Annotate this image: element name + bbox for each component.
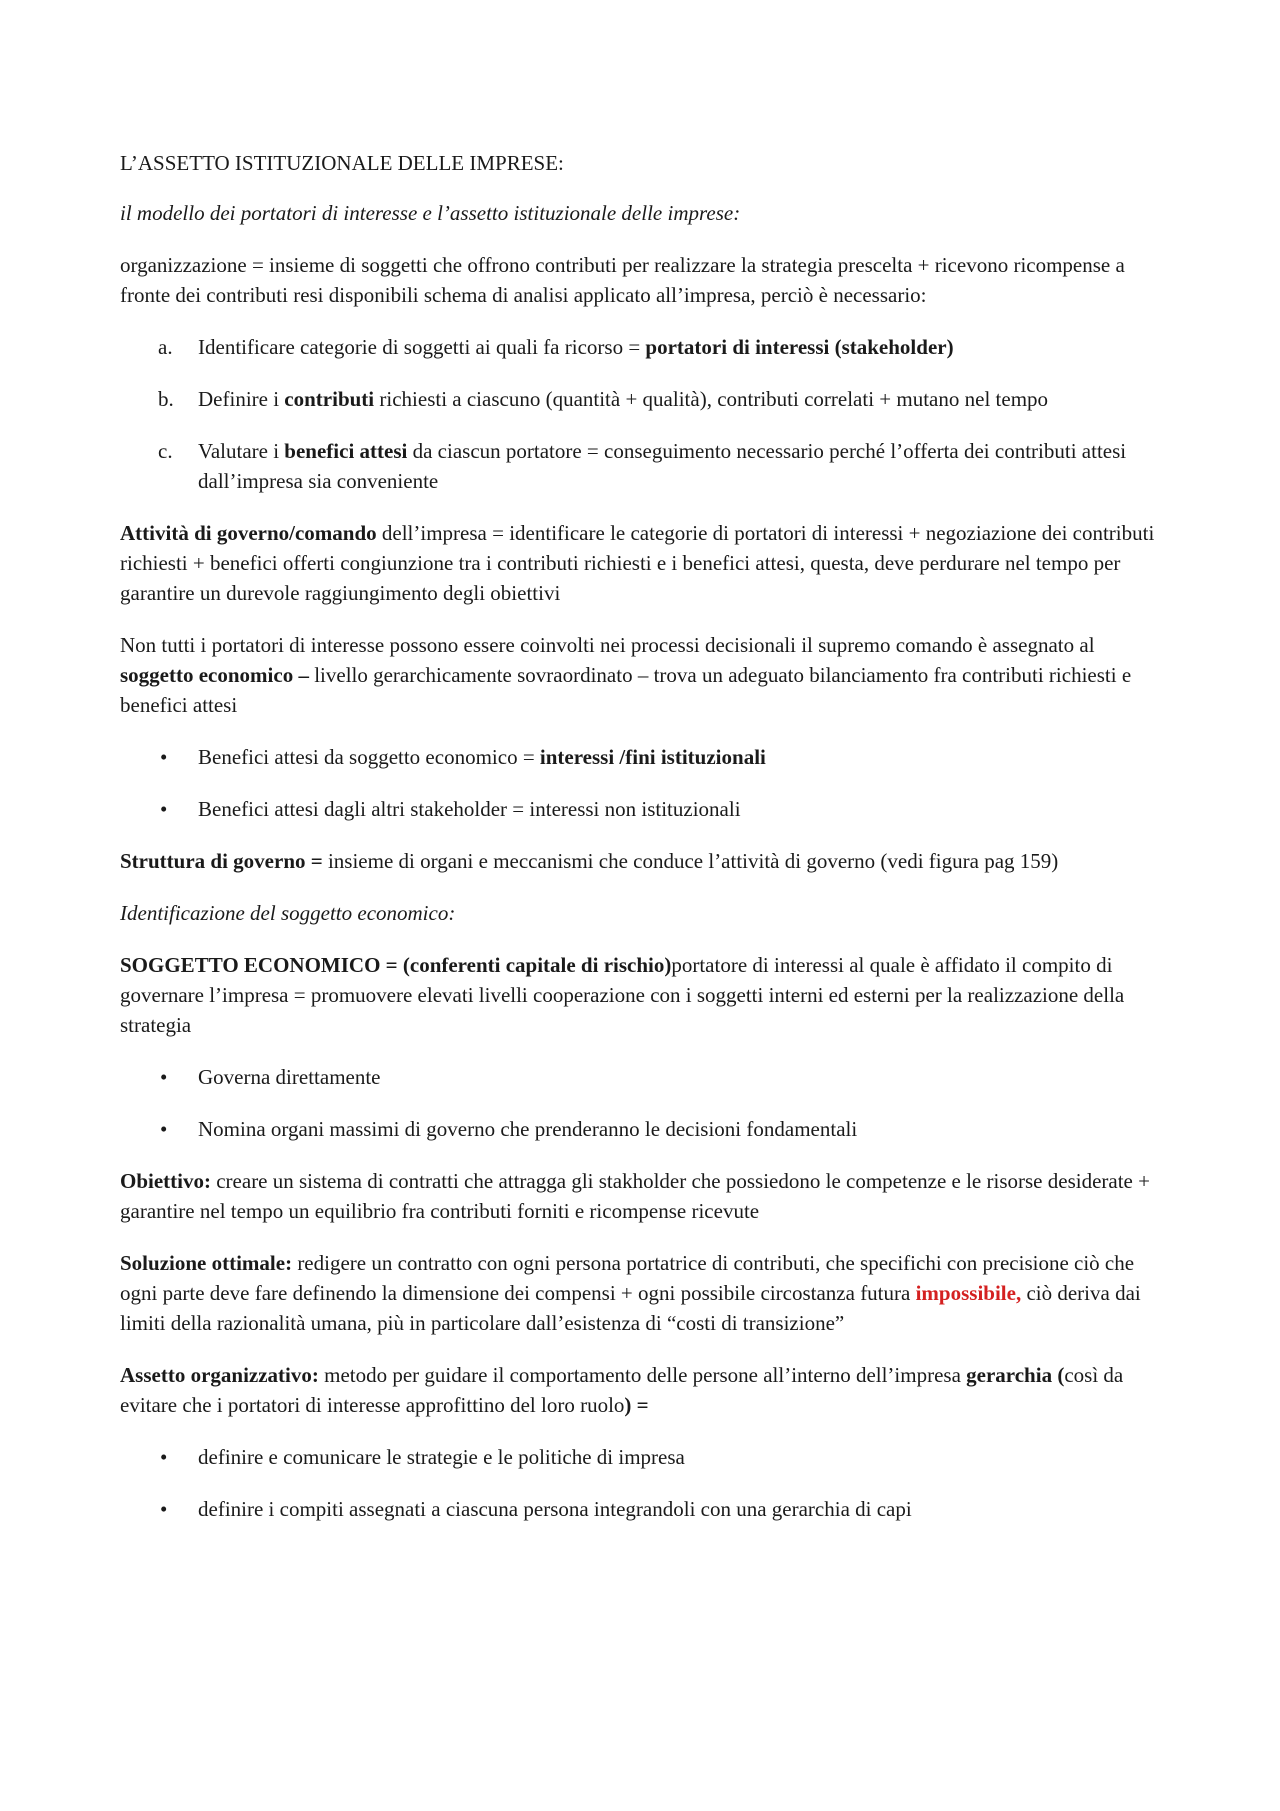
list-item: • definire i compiti assegnati a ciascuna persona integrandoli con una gerarchia di capi xyxy=(120,1494,1170,1524)
identificazione-heading: Identificazione del soggetto economico: xyxy=(120,901,456,925)
assetto-paragraph: Assetto organizzativo: metodo per guidare il comportamento delle persone all’interno dell’impresa gerarchia (così da evitare che i portatori di interesse approfittino del loro ruolo) = xyxy=(120,1363,1124,1417)
list-marker: c. xyxy=(158,439,173,463)
governo-paragraph: Attività di governo/comando dell’impresa = identificare le categorie di portatori di interessi + negoziazione dei contributi richiesti + benefici offerti congiunzione tra i contributi richiesti e i benefici attesi, questa, deve perdurare nel tempo per garantire un durevole raggiungimento degli obiettivi xyxy=(120,521,1155,605)
list-item: • Benefici attesi dagli altri stakeholder = interessi non istituzionali xyxy=(120,794,1170,824)
list-marker: b. xyxy=(158,387,174,411)
soggetto-paragraph: SOGGETTO ECONOMICO = (conferenti capitale di rischio)portatore di interessi al quale è affidato il compito di governare l’impresa = promuovere elevati livelli cooperazione con i soggetti interni ed esterni per la realizzazione della strategia xyxy=(120,953,1125,1037)
definire-list xyxy=(120,1442,1170,1524)
intro-paragraph: organizzazione = insieme di soggetti che offrono contributi per realizzare la strategia prescelta + ricevono ricompense a fronte dei contributi resi disponibili schema di analisi applicato all’impresa, perciò è necessario: xyxy=(120,253,1125,307)
governa-list xyxy=(120,1062,1170,1144)
list-item: a. Identificare categorie di soggetti ai quali fa ricorso = portatori di interessi (stakeholder) xyxy=(120,332,1170,362)
subtitle: il modello dei portatori di interesse e l’assetto istituzionale delle imprese: xyxy=(120,201,741,225)
steps-list xyxy=(120,332,1170,496)
list-item: b. Definire i contributi richiesti a ciascuno (quantità + qualità), contributi correlati + mutano nel tempo xyxy=(120,384,1170,414)
impossibile-highlight: impossibile, xyxy=(915,1281,1022,1305)
struttura-paragraph: Struttura di governo = insieme di organi e meccanismi che conduce l’attività di governo (vedi figura pag 159) xyxy=(120,849,1059,873)
list-marker: a. xyxy=(158,335,173,359)
page-title: L’ASSETTO ISTITUZIONALE DELLE IMPRESE: xyxy=(120,151,564,175)
benefici-list xyxy=(120,742,1170,824)
bullet-icon: • xyxy=(160,1117,168,1141)
list-item: c. Valutare i benefici attesi da ciascun portatore = conseguimento necessario perché l’offerta dei contributi attesi dall’impresa sia conveniente xyxy=(120,436,1170,496)
bullet-icon: • xyxy=(160,745,168,769)
document-body xyxy=(120,148,1170,1546)
bullet-icon: • xyxy=(160,797,168,821)
list-item: • definire e comunicare le strategie e le politiche di impresa xyxy=(120,1442,1170,1472)
soluzione-paragraph: Soluzione ottimale: redigere un contratto con ogni persona portatrice di contributi, che specifichi con precisione ciò che ogni parte deve fare definendo la dimensione dei compensi + ogni possibile circostanza futura impossibile, ciò deriva dai limiti della razionalità umana, più in particolare dall’esistenza di “costi di transizione” xyxy=(120,1251,1141,1335)
bullet-icon: • xyxy=(160,1497,168,1521)
list-item: • Benefici attesi da soggetto economico = interessi /fini istituzionali xyxy=(120,742,1170,772)
non-tutti-paragraph: Non tutti i portatori di interesse possono essere coinvolti nei processi decisionali il supremo comando è assegnato al soggetto economico – livello gerarchicamente sovraordinato – trova un adeguato bilanciamento fra contributi richiesti e benefici attesi xyxy=(120,633,1132,717)
bullet-icon: • xyxy=(160,1445,168,1469)
list-item: • Nomina organi massimi di governo che prenderanno le decisioni fondamentali xyxy=(120,1114,1170,1144)
bullet-icon: • xyxy=(160,1065,168,1089)
obiettivo-paragraph: Obiettivo: creare un sistema di contratti che attragga gli stakholder che possiedono le competenze e le risorse desiderate + garantire nel tempo un equilibrio fra contributi forniti e ricompense ricevute xyxy=(120,1169,1150,1223)
list-item: • Governa direttamente xyxy=(120,1062,1170,1092)
